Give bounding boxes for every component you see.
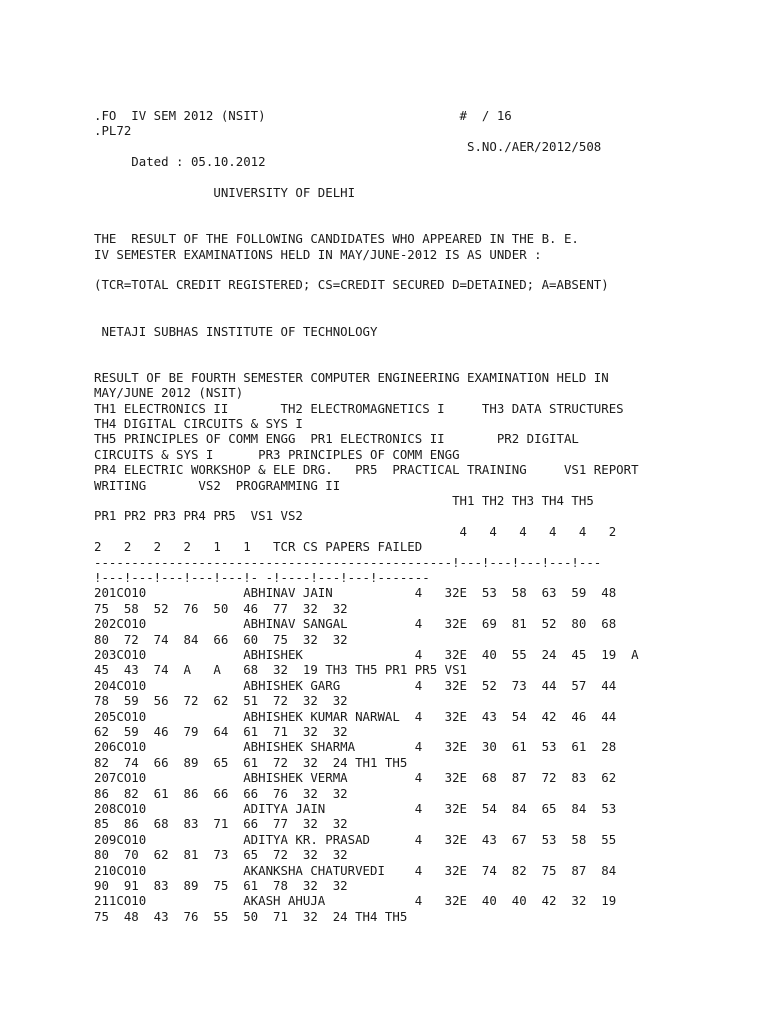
document-line: 201CO10 ABHINAV JAIN 4 32E 53 58 63 59 48 — [94, 585, 617, 601]
document-line: 80 72 74 84 66 60 75 32 32 — [94, 631, 348, 647]
document-line: ------------------------------------------------!---!---!---!---!--- — [94, 554, 602, 570]
document-line: .PL72 — [94, 123, 132, 139]
document-line: NETAJI SUBHAS INSTITUTE OF TECHNOLOGY — [94, 323, 378, 339]
document-line: Dated : 05.10.2012 — [94, 154, 266, 170]
document-line: 203CO10 ABHISHEK 4 32E 40 55 24 45 19 A — [94, 647, 639, 662]
document-line: 45 43 74 A A 68 32 19 TH3 TH5 PR1 PR5 VS1 — [94, 662, 467, 678]
document-line: 204CO10 ABHISHEK GARG 4 32E 52 73 44 57 44 — [94, 677, 617, 693]
document-line: 82 74 66 89 65 61 72 32 24 TH1 TH5 — [94, 754, 408, 770]
document-line: 75 58 52 76 50 46 77 32 32 — [94, 600, 348, 616]
document-line: UNIVERSITY OF DELHI — [94, 185, 356, 200]
document-line: THE RESULT OF THE FOLLOWING CANDIDATES WHO APPEARED IN THE B. E. — [94, 231, 579, 247]
document-line: WRITING VS2 PROGRAMMING II — [94, 477, 341, 493]
document-line: 210CO10 AKANKSHA CHATURVEDI 4 32E 74 82 75 87 84 — [94, 862, 617, 878]
document-line: .FO IV SEM 2012 (NSIT) # / 16 — [94, 108, 512, 123]
document-line: 206CO10 ABHISHEK SHARMA 4 32E 30 61 53 61 28 — [94, 739, 617, 755]
document-line: TH5 PRINCIPLES OF COMM ENGG PR1 ELECTRONICS II PR2 DIGITAL — [94, 431, 579, 447]
document-line: 209CO10 ADITYA KR. PRASAD 4 32E 43 67 53 58 55 — [94, 831, 617, 847]
document-line: MAY/JUNE 2012 (NSIT) — [94, 385, 244, 401]
document-line: CIRCUITS & SYS I PR3 PRINCIPLES OF COMM ENGG — [94, 446, 460, 462]
document-line: TH1 TH2 TH3 TH4 TH5 — [94, 493, 594, 508]
document-line: TH1 ELECTRONICS II TH2 ELECTROMAGNETICS I TH3 DATA STRUCTURES — [94, 400, 624, 416]
document-line: PR1 PR2 PR3 PR4 PR5 VS1 VS2 — [94, 508, 303, 524]
document-line: 211CO10 AKASH AHUJA 4 32E 40 40 42 32 19 — [94, 893, 617, 909]
document-line: !---!---!---!---!---!- -!----!---!---!------- — [94, 570, 430, 585]
document-line: S.NO./AER/2012/508 — [94, 138, 602, 154]
document-line: 78 59 56 72 62 51 72 32 32 — [94, 693, 348, 709]
document-line: 2 2 2 2 1 1 TCR CS PAPERS FAILED — [94, 539, 423, 555]
document-line: 207CO10 ABHISHEK VERMA 4 32E 68 87 72 83 62 — [94, 770, 617, 786]
document-line: 4 4 4 4 4 2 — [94, 523, 617, 539]
document-line: TH4 DIGITAL CIRCUITS & SYS I — [94, 416, 303, 431]
document-line: PR4 ELECTRIC WORKSHOP & ELE DRG. PR5 PRACTICAL TRAINING VS1 REPORT — [94, 462, 639, 478]
document-line: 208CO10 ADITYA JAIN 4 32E 54 84 65 84 53 — [94, 801, 617, 816]
document-line: 62 59 46 79 64 61 71 32 32 — [94, 724, 348, 739]
document-line: (TCR=TOTAL CREDIT REGISTERED; CS=CREDIT SECURED D=DETAINED; A=ABSENT) — [94, 277, 609, 293]
document-line: RESULT OF BE FOURTH SEMESTER COMPUTER ENGINEERING EXAMINATION HELD IN — [94, 369, 609, 385]
document-line: IV SEMESTER EXAMINATIONS HELD IN MAY/JUNE-2012 IS AS UNDER : — [94, 246, 542, 262]
document-line: 86 82 61 86 66 66 76 32 32 — [94, 785, 348, 801]
document-line: 90 91 83 89 75 61 78 32 32 — [94, 878, 348, 893]
document-line: 75 48 43 76 55 50 71 32 24 TH4 TH5 — [94, 908, 408, 924]
document-line: 85 86 68 83 71 66 77 32 32 — [94, 816, 348, 832]
document-line: 80 70 62 81 73 65 72 32 32 — [94, 847, 348, 863]
document-line: 205CO10 ABHISHEK KUMAR NARWAL 4 32E 43 54 42 46 44 — [94, 708, 617, 724]
document-line: 202CO10 ABHINAV SANGAL 4 32E 69 81 52 80 68 — [94, 616, 617, 632]
